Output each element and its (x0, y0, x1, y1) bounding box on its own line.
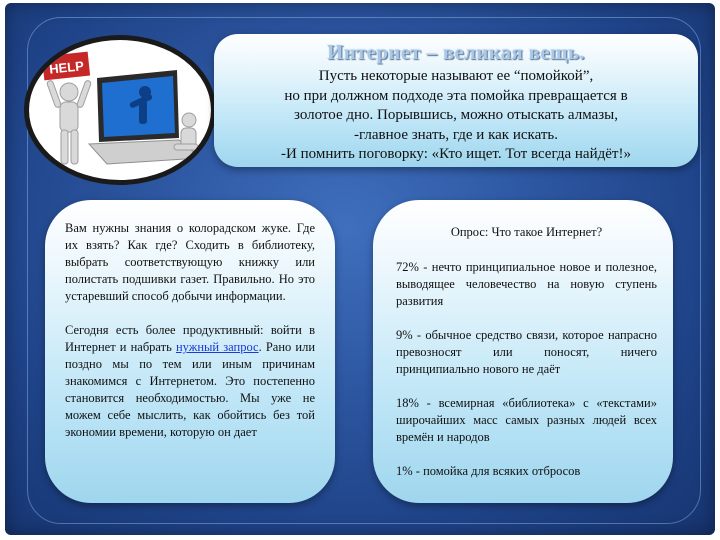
survey-panel (373, 200, 673, 503)
survey-answer: 1% - помойка для всяких отбросов (396, 464, 581, 478)
survey-answer: 9% - обычное средство связи, которое напрасно превозносят или поносят, ничего принципиально нового не даёт (396, 328, 657, 376)
help-computer-icon (29, 40, 211, 180)
header-panel (214, 34, 698, 167)
header-line: но при должном подходе эта помойка превращается в (284, 87, 628, 104)
header-line: золотое дно. Порывшись, можно отыскать алмазы, (293, 107, 618, 123)
info-paragraph: Вам нужны знания о колорадском жуке. Где их взять? Как где? Сходить в библиотеку, выбрать соответствующую книжку или полистать подшивки газет. Правильно. Но это устаревший способ добычи информации. (65, 221, 315, 303)
survey-answer: 72% - нечто принципиальное новое и полезное, выводящее человечество на новую ступень развития (396, 260, 657, 308)
info-text: . Рано или поздно мы по тем или иным причинам знакомимся с Интернетом. Это постепенно становится необходимостью. Мы уже не можем себе мыслить, как обойтись без той экономии времени, которую он дает (65, 340, 316, 439)
survey-answer: 18% - всемирная «библиотека» с «текстами» широчайших масс самых разных людей всех времён и народов (396, 396, 657, 444)
info-text: Сегодня есть более продуктивный: войти в Интернет и набрать (65, 323, 315, 354)
page-title: Интернет – великая вещь. (327, 40, 585, 64)
standing-figure (46, 80, 91, 164)
help-sign-text: HELP (48, 58, 85, 77)
survey-title: Опрос: Что такое Интернет? (450, 225, 603, 239)
help-illustration (24, 35, 216, 185)
header-line: -И помнить поговорку: «Кто ищет. Тот всегда найдёт!» (281, 146, 631, 162)
header-line: Пусть некоторые называют ее “помойкой”, (318, 68, 594, 84)
help-sign (42, 52, 90, 81)
search-query-link[interactable]: нужный запрос (175, 340, 259, 354)
info-paragraph (65, 322, 315, 441)
info-panel (45, 200, 335, 503)
header-line: -главное знать, где и как искать. (354, 126, 558, 143)
